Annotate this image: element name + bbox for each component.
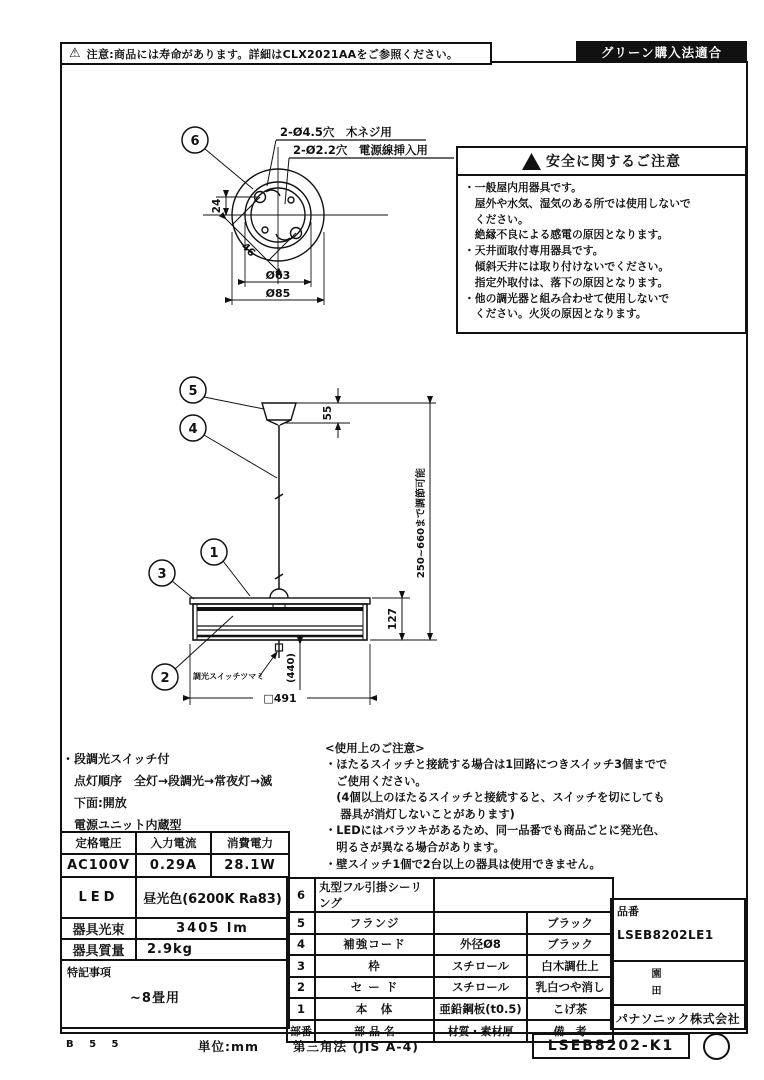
safety-line: 屋外や水気、湿気のある所では使用しないで <box>464 196 691 210</box>
safety-notes-box <box>456 146 747 334</box>
safety-line: ・一般屋内用器具です。 <box>464 181 582 194</box>
parts-row-2 <box>287 977 613 999</box>
cord-line <box>275 425 283 589</box>
safety-line: ください。火災の原因となります。 <box>464 307 647 321</box>
dim-127-text: 127 <box>387 608 399 630</box>
hole-callouts <box>267 125 454 204</box>
spec-header-row <box>61 832 289 854</box>
unit-label: 単位:mm <box>198 1039 260 1054</box>
part-name: フランジ <box>315 912 434 934</box>
part-material: スチロール <box>434 977 527 999</box>
balloon-6 <box>182 127 253 189</box>
part-no: 6 <box>287 878 315 912</box>
flange-outline <box>262 403 296 425</box>
notice-text: 注意:商品には寿命があります。詳細はCLX2021AAをご参照ください。 <box>86 47 459 61</box>
spec-current: 0.29A <box>136 854 211 877</box>
knob-label: 調光スイッチツマミ <box>193 672 265 681</box>
part-remarks: ブラック <box>527 912 613 934</box>
parts-header-material: 材質・素材厚 <box>434 1020 527 1042</box>
title-block <box>610 898 746 1030</box>
part-no: 4 <box>287 934 315 956</box>
usage-note-line: 明るさが異なる場合があります。 <box>325 840 505 854</box>
usage-note-line: 器具が消灯しないことがあります) <box>325 807 515 821</box>
parts-row-1 <box>287 998 613 1020</box>
svg-text:2: 2 <box>160 671 170 686</box>
spec-flux-value: 3405 lm <box>136 918 289 939</box>
spec-notes-cell <box>61 960 289 1028</box>
feature-note-line: 電源ユニット内蔵型 <box>62 818 182 832</box>
part-material <box>434 878 613 912</box>
part-remarks: 乳白つや消し <box>527 977 613 999</box>
parts-row-3 <box>287 955 613 977</box>
spec-led-label: LED <box>61 877 136 918</box>
parts-header-name: 部 品 名 <box>315 1020 434 1042</box>
model-number-value: LSEB8202LE1 <box>617 928 714 942</box>
part-material: 亜鉛鋼板(t0.5) <box>434 998 527 1020</box>
svg-text:3: 3 <box>157 567 167 582</box>
usage-note-line: ・ほたるスイッチと接続する場合は1回路につきスイッチ3個までで <box>325 758 668 771</box>
mount-centerlines <box>203 147 388 284</box>
dim-55-text: 55 <box>322 405 334 421</box>
approval-stamp: 園田 <box>651 969 662 997</box>
parts-row-5 <box>287 912 613 934</box>
model-number-label: 品番 <box>617 905 639 918</box>
company-name: パナソニック株式会社 <box>615 1011 741 1026</box>
dim-adjust-text: 250~660まで調節可能 <box>416 467 427 579</box>
warning-filled-icon <box>522 153 541 170</box>
svg-text:4: 4 <box>188 422 198 437</box>
feature-note-line: 下面:開放 <box>62 796 127 810</box>
usage-note-line: ・LEDにはバラツキがあるため、同一品番でも商品ごとに発光色、 <box>325 824 666 838</box>
part-name: 丸型フル引掛シーリング <box>315 878 434 912</box>
safety-line: ・他の調光器と組み合わせて使用しないで <box>464 291 670 305</box>
safety-line: 絶縁不良による感電の原因となります。 <box>464 228 669 242</box>
spec-notes-label: 特記事項 <box>67 966 111 979</box>
spec-weight-row <box>61 939 289 960</box>
spec-weight-value: 2.9kg <box>136 939 289 960</box>
dim-46-text: 46 <box>238 240 258 260</box>
knob-callout <box>193 652 277 681</box>
part-no: 5 <box>287 912 315 934</box>
revision-circle <box>703 1033 730 1060</box>
notice-bar <box>60 42 492 65</box>
part-name: セ ー ド <box>315 977 434 999</box>
model-number-cell <box>612 900 744 962</box>
balloon-1 <box>201 539 250 596</box>
parts-row-6 <box>287 878 613 912</box>
usage-notes <box>325 740 747 873</box>
safety-title-bar <box>458 148 745 176</box>
spec-header-power: 消費電力 <box>211 832 289 854</box>
part-remarks: ブラック <box>527 934 613 956</box>
parts-table <box>286 877 614 1043</box>
dim-adjust <box>370 403 437 640</box>
parts-header-no: 部番 <box>287 1020 315 1042</box>
part-name: 本 体 <box>315 998 434 1020</box>
part-no: 3 <box>287 955 315 977</box>
feature-note-line: 点灯順序 全灯→段調光→常夜灯→滅 <box>62 774 273 788</box>
part-remarks: 白木調仕上 <box>527 955 613 977</box>
balloon-4 <box>180 415 277 478</box>
part-material: 外径Ø8 <box>434 934 527 956</box>
balloon-3 <box>149 560 194 599</box>
safety-line: ・天井面取付専用器具です。 <box>464 244 604 258</box>
spec-table <box>60 831 290 1029</box>
parts-row-4 <box>287 934 613 956</box>
part-no: 1 <box>287 998 315 1020</box>
feature-note-line: ・段調光スイッチ付 <box>62 752 170 766</box>
hole-callout-power-line: 2-Ø2.2穴 電源線挿入用 <box>293 143 428 157</box>
spec-notes-value: ~8畳用 <box>130 991 180 1006</box>
projection-label: 第三角法 (JIS A-4) <box>293 1039 419 1054</box>
dim-d85-text: Ø85 <box>265 287 291 300</box>
balloon-6-number: 6 <box>190 134 200 149</box>
form-code: B 5 5 <box>66 1039 125 1050</box>
feature-notes <box>62 748 322 836</box>
spec-voltage: AC100V <box>61 854 136 877</box>
mount-detail-drawing <box>158 112 456 327</box>
green-compliance-badge: グリーン購入法適合 <box>576 41 747 63</box>
dim-440-text: (440) <box>286 652 297 684</box>
usage-note-line: ご使用ください。 <box>325 774 427 788</box>
spec-power: 28.1W <box>211 854 289 877</box>
safety-lines <box>458 176 745 322</box>
approval-stamp-cell <box>612 962 744 1006</box>
pendant-side-drawing <box>140 368 452 718</box>
usage-note-line: (4個以上のほたるスイッチと接続すると、スイッチを切にしても <box>325 791 665 805</box>
shade-body <box>190 589 370 658</box>
part-remarks: こげ茶 <box>527 998 613 1020</box>
document-number: LSEB8202-K1 <box>532 1033 690 1059</box>
svg-text:5: 5 <box>188 384 198 399</box>
dim-d63-text: Ø63 <box>265 269 291 282</box>
dim-127 <box>372 598 410 640</box>
spec-header-current: 入力電流 <box>136 832 211 854</box>
parts-header-remarks: 備 考 <box>527 1020 613 1042</box>
part-name: 枠 <box>315 955 434 977</box>
dim-24-text: 24 <box>211 198 223 214</box>
spec-notes-row <box>61 960 289 1028</box>
safety-line: 指定外取付は、落下の原因となります。 <box>464 275 669 289</box>
dim-440 <box>286 644 300 690</box>
spec-value-row <box>61 854 289 877</box>
dim-491-text: □491 <box>263 692 297 705</box>
spec-flux-label: 器具光束 <box>61 918 136 939</box>
safety-title-text: 安全に関するご注意 <box>546 154 681 170</box>
usage-note-line: ・壁スイッチ1個で2台以上の器具は使用できません。 <box>325 857 601 871</box>
safety-line: ください。 <box>464 212 529 226</box>
spec-flux-row <box>61 918 289 939</box>
part-material <box>434 912 527 934</box>
part-name: 補強コード <box>315 934 434 956</box>
svg-text:!: ! <box>528 157 535 170</box>
part-material: スチロール <box>434 955 527 977</box>
spec-led-value: 昼光色(6200K Ra83) <box>136 877 289 918</box>
hole-callout-wood-screw: 2-Ø4.5穴 木ネジ用 <box>280 125 392 139</box>
svg-text:1: 1 <box>209 546 219 561</box>
part-no: 2 <box>287 977 315 999</box>
safety-line: 傾斜天井には取り付けないでください。 <box>464 259 670 273</box>
warning-icon: ⚠ <box>69 46 81 61</box>
spec-led-row <box>61 877 289 918</box>
spec-header-voltage: 定格電圧 <box>61 832 136 854</box>
dim-55 <box>285 388 436 438</box>
spec-weight-label: 器具質量 <box>61 939 136 960</box>
usage-notes-title: <使用上のご注意> <box>325 741 425 755</box>
balloon-5 <box>180 377 264 409</box>
